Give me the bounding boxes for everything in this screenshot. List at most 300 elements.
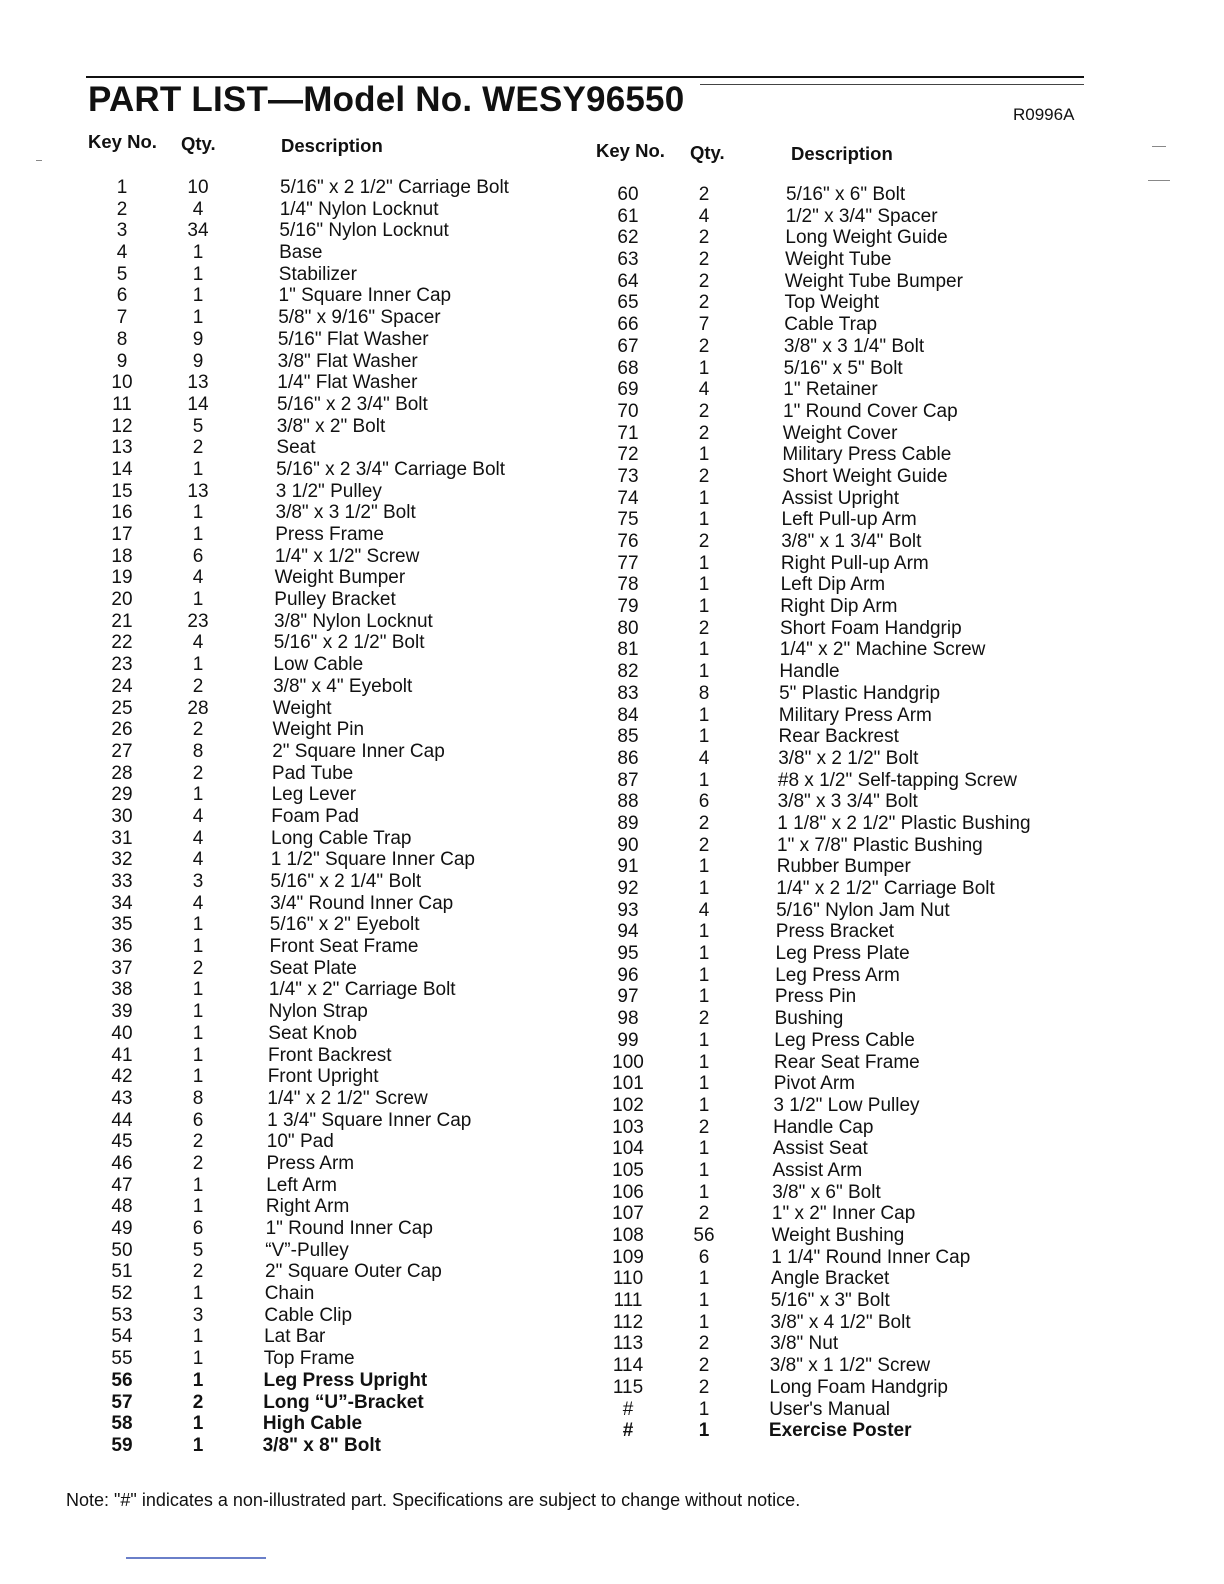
part-description: #8 x 1/2" Self-tapping Screw: [777, 769, 1017, 791]
part-row: [606, 1399, 1066, 1421]
part-description: 5/16" Nylon Locknut: [279, 220, 449, 242]
part-qty: 2: [192, 957, 204, 979]
part-row: [100, 1001, 540, 1023]
part-description: 5" Plastic Handgrip: [779, 682, 941, 704]
part-row: [606, 1312, 1066, 1334]
part-qty: 28: [187, 697, 209, 719]
part-description: 5/16" Nylon Jam Nut: [776, 899, 950, 921]
part-qty: 1: [192, 589, 204, 611]
part-qty: 1: [192, 1196, 204, 1218]
part-qty: 2: [192, 1391, 204, 1413]
part-description: 1/4" x 2 1/2" Carriage Bolt: [776, 878, 995, 899]
part-key: 4: [116, 242, 128, 264]
part-key: 32: [111, 849, 133, 871]
part-qty: 1: [192, 1326, 204, 1348]
part-key: 115: [612, 1376, 644, 1398]
part-qty: 2: [698, 465, 710, 487]
part-row: [100, 958, 540, 980]
part-description: 3/8" x 2 1/2" Bolt: [778, 747, 919, 769]
part-row: [100, 394, 540, 416]
part-description: Top Weight: [784, 292, 880, 314]
part-description: Press Pin: [774, 986, 857, 1008]
part-description: Weight Bushing: [771, 1225, 905, 1246]
part-description: 3/8" Nylon Locknut: [274, 610, 433, 632]
part-qty: 1: [698, 1094, 710, 1116]
part-row: [606, 1052, 1066, 1074]
part-qty: 1: [698, 1181, 710, 1203]
part-key: 113: [612, 1333, 644, 1355]
part-qty: 1: [698, 726, 710, 748]
part-qty: 1: [192, 1022, 204, 1044]
part-qty: 2: [698, 184, 710, 205]
part-row: [100, 1370, 540, 1392]
part-row: [100, 285, 540, 307]
part-row: [100, 567, 540, 589]
part-description: 1 3/4" Square Inner Cap: [267, 1109, 472, 1131]
part-qty: 1: [192, 263, 204, 285]
part-row: [606, 314, 1066, 336]
part-row: [100, 1326, 540, 1348]
part-row: [100, 1131, 540, 1153]
part-qty: 1: [698, 964, 710, 986]
part-row: [100, 546, 540, 568]
part-description: 1/4" x 2" Carriage Bolt: [268, 979, 456, 1001]
part-key: 50: [111, 1239, 133, 1261]
part-key: 92: [617, 878, 639, 899]
part-description: Leg Press Upright: [263, 1369, 428, 1391]
part-description: Cable Clip: [264, 1304, 353, 1326]
part-row: [100, 1413, 540, 1435]
part-row: [606, 878, 1066, 900]
part-description: Stabilizer: [278, 263, 357, 285]
part-key: 54: [111, 1326, 133, 1348]
part-key: 39: [111, 1001, 133, 1023]
part-description: 5/16" x 2" Eyebolt: [269, 914, 420, 936]
part-row: [100, 220, 540, 242]
part-row: [606, 358, 1066, 380]
part-qty: 4: [192, 632, 204, 654]
part-key: 10: [111, 372, 133, 394]
part-qty: 4: [192, 849, 204, 871]
part-key: 35: [111, 914, 133, 936]
part-key: 8: [116, 328, 128, 350]
part-key: 31: [111, 827, 133, 849]
part-description: Right Pull-up Arm: [780, 552, 929, 574]
part-key: 47: [111, 1174, 133, 1196]
part-row: [606, 770, 1066, 792]
part-qty: 6: [192, 1109, 204, 1131]
part-row: [606, 1138, 1066, 1160]
part-row: [606, 292, 1066, 314]
part-description: Weight Tube: [785, 249, 892, 271]
part-qty: 3: [192, 1304, 204, 1326]
part-qty: 13: [187, 372, 209, 394]
part-row: [100, 698, 540, 720]
part-qty: 1: [192, 1369, 204, 1391]
part-key: 63: [617, 249, 639, 271]
part-key: 100: [612, 1051, 644, 1073]
part-row: [100, 459, 540, 481]
part-row: [606, 1290, 1066, 1312]
part-key: 62: [617, 227, 639, 249]
part-description: 1 1/2" Square Inner Cap: [270, 849, 475, 871]
part-description: 3/8" x 6" Bolt: [772, 1181, 881, 1203]
part-description: 5/16" x 2 3/4" Carriage Bolt: [276, 458, 506, 480]
part-key: 20: [111, 589, 133, 611]
part-description: Weight Tube Bumper: [784, 270, 963, 292]
part-qty: 2: [698, 270, 710, 292]
part-qty: 2: [192, 437, 204, 459]
part-row: [100, 936, 540, 958]
part-qty: 1: [192, 654, 204, 676]
part-description: Rear Seat Frame: [774, 1051, 920, 1073]
part-key: 56: [111, 1369, 133, 1391]
part-key: 27: [111, 740, 133, 762]
part-qty: 4: [698, 379, 710, 401]
part-row: [100, 1240, 540, 1262]
part-row: [606, 1247, 1066, 1269]
part-key: 43: [111, 1087, 133, 1109]
part-row: [606, 965, 1066, 987]
part-row: [100, 307, 540, 329]
part-row: [100, 979, 540, 1001]
part-qty: 1: [192, 1001, 204, 1023]
part-description: Leg Press Arm: [775, 964, 900, 986]
part-key: 51: [111, 1261, 133, 1283]
margin-mark: [36, 160, 42, 161]
part-key: 24: [111, 675, 133, 697]
part-row: [100, 871, 540, 893]
part-qty: 3: [192, 871, 204, 892]
part-key: 75: [617, 509, 639, 531]
part-description: Bushing: [774, 1008, 844, 1030]
part-qty: 1: [698, 509, 710, 531]
part-description: Assist Seat: [772, 1138, 868, 1160]
part-qty: 1: [698, 1420, 710, 1442]
part-description: 1/4" x 1/2" Screw: [274, 545, 420, 567]
part-row: [100, 1045, 540, 1067]
part-description: Left Dip Arm: [780, 574, 886, 596]
part-qty: 1: [698, 769, 710, 791]
part-qty: 2: [698, 1116, 710, 1138]
part-key: 87: [617, 769, 639, 791]
part-qty: 1: [698, 856, 710, 878]
part-qty: 1: [698, 596, 710, 618]
part-key: 26: [111, 719, 133, 741]
right-description-header: Description: [791, 143, 893, 164]
part-key: 30: [111, 805, 133, 827]
part-key: 97: [617, 986, 639, 1008]
part-key: 104: [612, 1138, 644, 1160]
part-key: 57: [111, 1391, 133, 1413]
part-qty: 1: [698, 357, 710, 379]
part-description: Press Bracket: [775, 921, 895, 943]
part-key: 89: [617, 812, 639, 834]
part-description: Weight Pin: [272, 719, 365, 741]
part-qty: 23: [187, 610, 209, 632]
part-row: [606, 509, 1066, 531]
part-key: 102: [612, 1094, 644, 1116]
part-row: [100, 199, 540, 221]
part-key: 68: [617, 357, 639, 379]
part-description: 3/8" Flat Washer: [277, 350, 418, 372]
part-qty: 2: [698, 617, 710, 639]
part-key: 81: [617, 639, 639, 661]
part-description: Front Backrest: [268, 1044, 392, 1066]
part-key: 93: [617, 899, 639, 921]
part-description: Short Weight Guide: [782, 465, 948, 487]
part-qty: 1: [192, 784, 204, 806]
part-qty: 1: [192, 1174, 204, 1196]
part-qty: 5: [192, 415, 204, 437]
part-row: [606, 1225, 1066, 1247]
part-key: 55: [111, 1348, 133, 1370]
part-key: 79: [617, 596, 639, 618]
part-row: [606, 488, 1066, 510]
part-key: 64: [617, 270, 639, 292]
part-row: [100, 806, 540, 828]
part-row: [100, 654, 540, 676]
part-key: 112: [612, 1311, 644, 1333]
part-qty: 6: [192, 1218, 204, 1239]
part-row: [100, 502, 540, 524]
part-key: 71: [617, 422, 639, 444]
part-description: Press Frame: [275, 524, 384, 545]
part-description: Right Arm: [265, 1196, 350, 1218]
part-qty: 1: [192, 1044, 204, 1066]
part-description: Right Dip Arm: [780, 596, 898, 618]
part-description: 5/16" x 5" Bolt: [783, 357, 903, 379]
part-row: [100, 893, 540, 915]
part-row: [606, 683, 1066, 705]
parts-table-left: [100, 177, 540, 1457]
part-row: [100, 611, 540, 633]
part-row: [100, 437, 540, 459]
part-description: 1/2" x 3/4" Spacer: [785, 205, 938, 227]
part-row: [100, 1261, 540, 1283]
part-description: “V”-Pulley: [265, 1239, 349, 1261]
part-key: 40: [111, 1022, 133, 1044]
part-description: Leg Lever: [271, 784, 357, 806]
part-row: [606, 900, 1066, 922]
part-qty: 2: [698, 400, 710, 422]
part-qty: 1: [192, 1283, 204, 1305]
part-key: 61: [617, 205, 639, 227]
part-description: Rubber Bumper: [776, 856, 911, 878]
part-description: 3/4" Round Inner Cap: [270, 892, 454, 914]
part-key: 80: [617, 617, 639, 639]
part-key: 6: [116, 285, 128, 307]
part-row: [100, 828, 540, 850]
part-key: #: [622, 1398, 634, 1420]
part-qty: 1: [698, 986, 710, 1008]
part-row: [606, 466, 1066, 488]
part-row: [606, 986, 1066, 1008]
part-qty: 1: [192, 1413, 204, 1435]
part-qty: 2: [698, 1008, 710, 1030]
part-key: 94: [617, 921, 639, 943]
page-title: PART LIST—Model No. WESY96550: [88, 80, 685, 119]
part-description: 1" x 7/8" Plastic Bushing: [777, 834, 983, 856]
part-row: [100, 589, 540, 611]
part-qty: 1: [192, 979, 204, 1001]
part-qty: 1: [698, 1268, 710, 1290]
part-qty: 4: [192, 567, 204, 589]
part-qty: 1: [698, 574, 710, 596]
part-row: [606, 401, 1066, 423]
part-description: Long Foam Handgrip: [769, 1376, 948, 1398]
part-qty: 1: [698, 1311, 710, 1333]
part-qty: 2: [698, 812, 710, 834]
part-qty: 2: [698, 1333, 710, 1355]
part-qty: 4: [192, 827, 204, 849]
part-qty: 6: [192, 545, 204, 567]
part-description: 10" Pad: [266, 1131, 334, 1153]
part-qty: 1: [698, 704, 710, 726]
part-qty: 2: [192, 719, 204, 741]
part-row: [606, 639, 1066, 661]
part-key: 19: [111, 567, 133, 589]
part-description: Assist Arm: [772, 1159, 863, 1181]
part-qty: 2: [192, 675, 204, 697]
part-row: [100, 1392, 540, 1414]
part-row: [606, 227, 1066, 249]
part-key: 65: [617, 292, 639, 314]
title-rule-secondary: [700, 84, 1084, 85]
part-qty: 1: [192, 524, 204, 545]
part-key: 14: [111, 458, 133, 480]
part-row: [606, 1008, 1066, 1030]
part-qty: 1: [192, 458, 204, 480]
footnote: Note: "#" indicates a non-illustrated part. Specifications are subject to change without notice.: [66, 1490, 801, 1510]
part-qty: 4: [698, 899, 710, 921]
part-description: 3/8" x 3 1/4" Bolt: [783, 335, 925, 357]
part-row: [606, 1030, 1066, 1052]
part-description: Pad Tube: [271, 762, 354, 784]
part-description: 3/8" x 1 3/4" Bolt: [781, 531, 922, 552]
part-qty: 1: [698, 1029, 710, 1051]
part-row: [606, 813, 1066, 835]
part-key: 5: [116, 263, 128, 285]
part-row: [606, 705, 1066, 727]
part-description: 2" Square Outer Cap: [265, 1261, 442, 1283]
part-row: [100, 719, 540, 741]
scan-artifact-line: [126, 1557, 266, 1559]
part-row: [100, 264, 540, 286]
part-qty: 2: [698, 422, 710, 444]
part-key: 95: [617, 943, 639, 965]
part-key: 9: [116, 350, 128, 372]
part-description: Exercise Poster: [768, 1420, 912, 1442]
part-key: 52: [111, 1283, 133, 1305]
part-row: [606, 574, 1066, 596]
part-description: Seat Plate: [269, 957, 357, 979]
part-key: 22: [111, 632, 133, 654]
part-qty: 1: [698, 444, 710, 466]
part-description: 1" Round Inner Cap: [265, 1218, 433, 1239]
part-description: 3/8" x 3 1/2" Bolt: [275, 502, 416, 524]
part-row: [100, 416, 540, 438]
part-key: 46: [111, 1152, 133, 1174]
part-row: [606, 336, 1066, 358]
part-qty: 9: [192, 328, 204, 350]
part-qty: 1: [698, 552, 710, 574]
parts-table-right: [606, 184, 1066, 1442]
part-description: 1" x 2" Inner Cap: [771, 1203, 916, 1225]
part-qty: 1: [192, 1434, 204, 1456]
part-qty: 2: [698, 1376, 710, 1398]
part-row: [606, 249, 1066, 271]
part-description: 1/4" x 2 1/2" Screw: [267, 1087, 428, 1109]
part-qty: 1: [192, 1348, 204, 1370]
part-qty: 2: [698, 227, 710, 249]
left-key-header: Key No.: [88, 131, 157, 152]
part-key: 85: [617, 726, 639, 748]
part-description: 1 1/4" Round Inner Cap: [771, 1246, 971, 1268]
part-description: Long “U”-Bracket: [263, 1391, 424, 1413]
part-qty: 4: [192, 805, 204, 827]
part-description: Rear Backrest: [778, 726, 899, 748]
part-qty: 1: [192, 285, 204, 307]
part-description: Weight: [272, 697, 332, 719]
part-key: 3: [116, 220, 128, 242]
part-key: 49: [111, 1218, 133, 1239]
part-key: 82: [617, 661, 639, 683]
part-qty: 1: [698, 1073, 710, 1095]
part-row: [100, 1435, 540, 1457]
part-row: [100, 372, 540, 394]
part-description: Leg Press Plate: [775, 943, 910, 965]
margin-mark: [1148, 180, 1170, 181]
part-key: 48: [111, 1196, 133, 1218]
part-qty: 2: [698, 1355, 710, 1377]
part-key: 2: [116, 198, 128, 220]
part-description: Press Arm: [266, 1152, 355, 1174]
part-qty: 4: [698, 205, 710, 227]
part-description: 3/8" x 4 1/2" Bolt: [770, 1311, 911, 1333]
part-key: 38: [111, 979, 133, 1001]
part-key: 15: [111, 480, 133, 502]
part-description: 1" Round Cover Cap: [783, 400, 958, 422]
part-description: Chain: [264, 1283, 315, 1305]
part-row: [606, 921, 1066, 943]
part-row: [100, 914, 540, 936]
part-qty: 2: [698, 335, 710, 357]
part-description: 5/8" x 9/16" Spacer: [278, 307, 441, 329]
part-qty: 1: [698, 1138, 710, 1160]
part-key: 99: [617, 1029, 639, 1051]
part-key: 90: [617, 834, 639, 856]
part-key: 91: [617, 856, 639, 878]
part-description: Seat: [276, 437, 316, 459]
part-row: [606, 1095, 1066, 1117]
part-description: Pulley Bracket: [274, 589, 396, 611]
part-qty: 56: [693, 1225, 715, 1246]
part-key: 17: [111, 524, 133, 545]
part-description: 2" Square Inner Cap: [272, 740, 445, 762]
part-qty: 2: [698, 292, 710, 314]
part-description: Weight Cover: [782, 422, 898, 444]
part-qty: 14: [187, 393, 209, 415]
part-description: Base: [279, 242, 323, 264]
margin-mark: [1152, 146, 1166, 147]
part-qty: 2: [192, 1152, 204, 1174]
part-key: 103: [612, 1116, 644, 1138]
part-key: 36: [111, 936, 133, 958]
document-code: R0996A: [1013, 105, 1075, 124]
part-key: 23: [111, 654, 133, 676]
part-row: [606, 618, 1066, 640]
